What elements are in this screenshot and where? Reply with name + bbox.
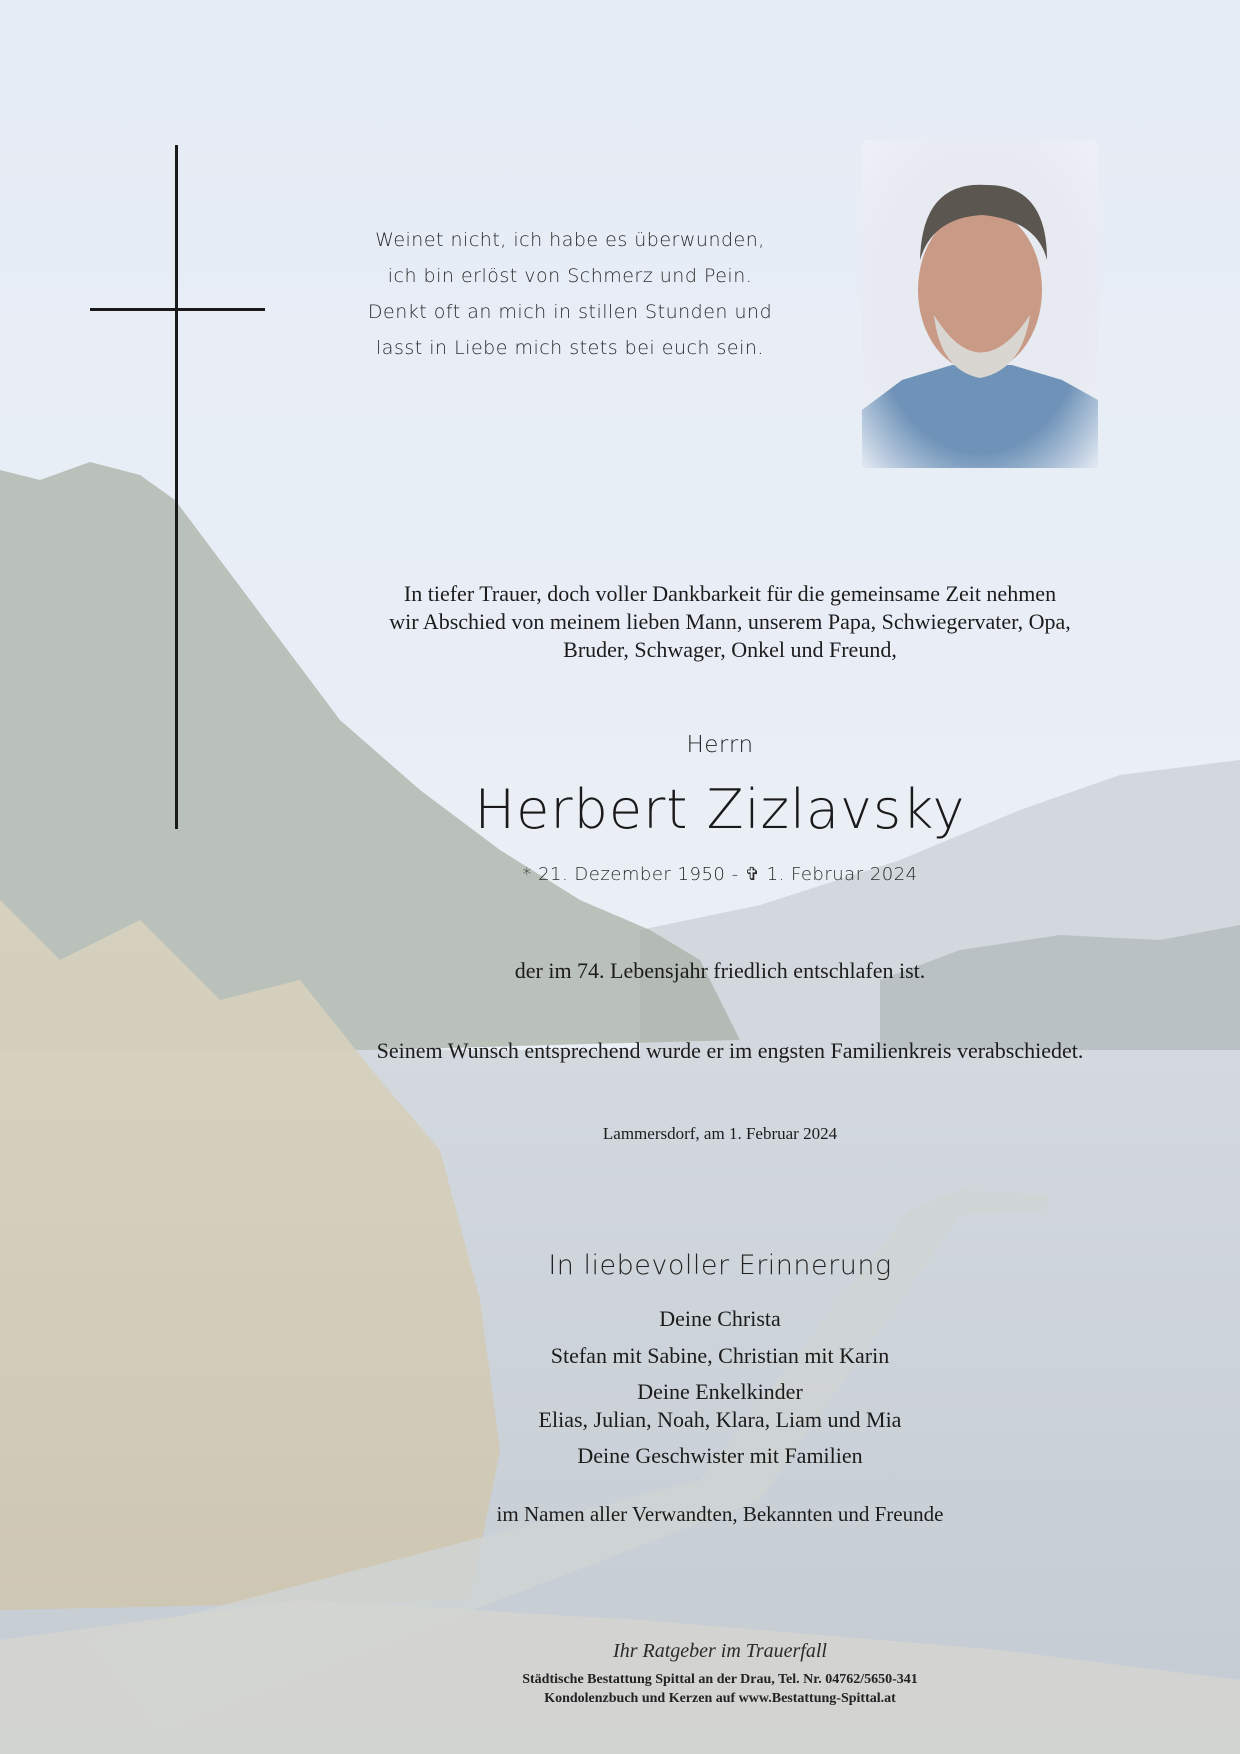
funeral-home-contact: Städtische Bestattung Spittal an der Drau, Tel. Nr. 04762/5650-341 [522,1672,918,1687]
family-line: Elias, Julian, Noah, Klara, Liam und Mia [538,1407,902,1432]
closing-line: im Namen aller Verwandten, Bekannten und Freunde [496,1502,944,1526]
cross-vertical-bar [175,145,178,829]
intro-line: Bruder, Schwager, Onkel und Freund, [563,637,897,662]
family-line: Deine Enkelkinder [637,1379,803,1404]
intro-text [300,580,1160,664]
funeral-home-slogan: Ihr Ratgeber im Trauerfall [613,1640,827,1662]
intro-line: In tiefer Trauer, doch voller Dankbarkeit für die gemeinsame Zeit nehmen [403,581,1057,606]
poem-line: lasst in Liebe mich stets bei euch sein. [376,337,764,359]
family-list [420,1305,1020,1470]
intro-line: wir Abschied von meinem lieben Mann, unserem Papa, Schwiegervater, Opa, [389,609,1071,634]
poem-line: ich bin erlöst von Schmerz und Pein. [387,265,753,287]
age-line: der im 74. Lebensjahr friedlich entschlafen ist. [514,958,926,983]
family-line: Stefan mit Sabine, Christian mit Karin [550,1343,890,1368]
place-date: Lammersdorf, am 1. Februar 2024 [602,1124,838,1143]
salutation: Herrn [686,732,754,758]
family-line: Deine Christa [659,1306,781,1331]
memory-heading: In liebevoller Erinnerung [548,1250,892,1281]
deceased-name: Herbert Zizlavsky [474,778,966,841]
cross-horizontal-bar [90,308,265,311]
funeral-home-info [420,1670,1020,1708]
poem-line: Denkt oft an mich in stillen Stunden und [367,301,773,323]
poem [310,222,830,366]
family-line: Deine Geschwister mit Familien [577,1443,863,1468]
portrait-photo [862,140,1098,468]
life-dates: * 21. Dezember 1950 - ✞ 1. Februar 2024 [522,864,918,885]
condolence-website: Kondolenzbuch und Kerzen auf www.Bestattung-Spittal.at [544,1691,896,1706]
farewell-line: Seinem Wunsch entsprechend wurde er im engsten Familienkreis verabschiedet. [376,1038,1084,1063]
poem-line: Weinet nicht, ich habe es überwunden, [375,229,765,251]
